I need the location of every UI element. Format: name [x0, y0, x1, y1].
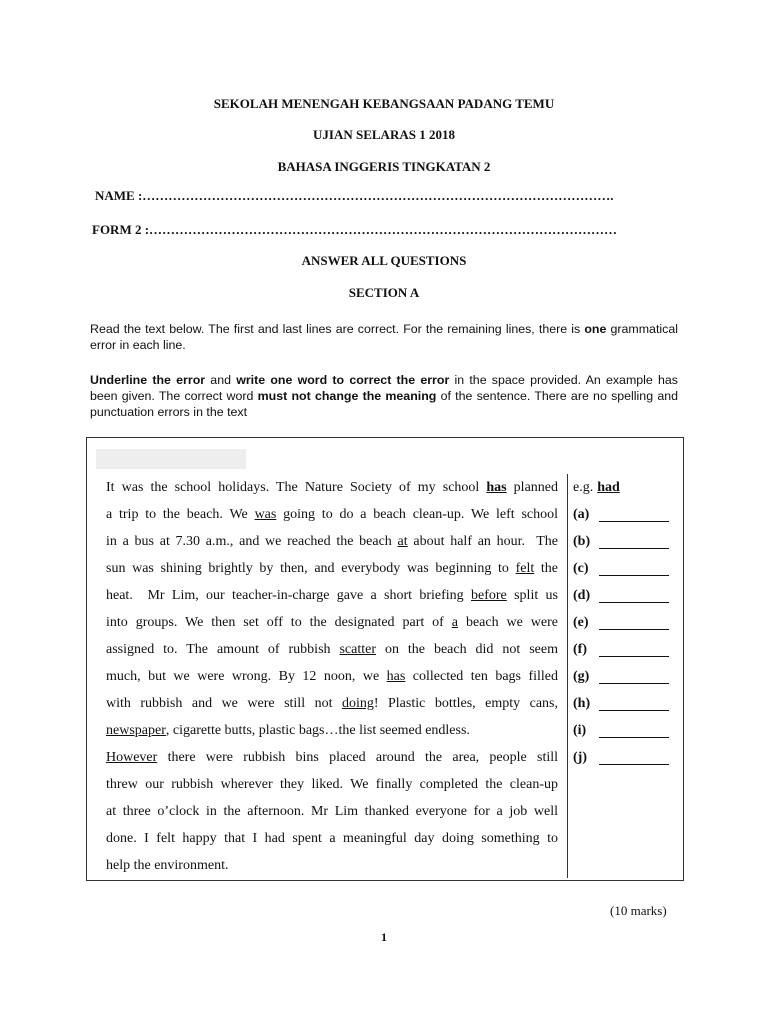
answer-label: (d)	[573, 588, 591, 603]
passage-text-segment: going to do a beach clean-up. We left school	[276, 507, 559, 522]
answer-row	[573, 582, 678, 609]
answer-label: (a)	[573, 507, 590, 522]
answer-label: (b)	[573, 534, 591, 549]
marks-total: (10 marks)	[610, 903, 667, 918]
answer-label: (j)	[573, 750, 587, 765]
answer-blank[interactable]	[599, 561, 669, 576]
answer-label: (h)	[573, 696, 591, 711]
answer-label: (g)	[573, 669, 590, 684]
passage-line	[106, 852, 558, 879]
error-word: has	[486, 480, 507, 495]
example-label: e.g.	[573, 480, 594, 495]
answer-row	[573, 663, 678, 690]
passage-text-segment: ! Plastic bottles, empty cans,	[373, 696, 558, 711]
passage-text-segment: on the beach did not seem	[376, 642, 558, 657]
answer-blank[interactable]	[599, 723, 669, 738]
passage-text-segment: in a bus at 7.30 a.m., and we reached the beach	[106, 534, 398, 549]
school-name: SEKOLAH MENENGAH KEBANGSAAN PADANG TEMU	[213, 96, 555, 111]
answer-row	[573, 555, 678, 582]
answer-blank[interactable]	[599, 696, 669, 711]
answer-label: (e)	[573, 615, 589, 630]
error-word: scatter	[339, 642, 376, 657]
answer-blank[interactable]	[599, 507, 669, 522]
passage-text-segment: split us	[506, 588, 558, 603]
answer-blank[interactable]	[599, 642, 669, 657]
answer-all-heading: ANSWER ALL QUESTIONS	[301, 253, 467, 268]
error-word: felt	[515, 561, 535, 576]
passage-line	[106, 555, 558, 582]
name-field[interactable]: NAME :……………………………………………………………………………………………….	[95, 188, 614, 203]
instruction-paragraph-1: Read the text below. The first and last lines are correct. For the remaining lines, there is one grammatical error in each line.	[90, 322, 678, 352]
passage-text-segment: It was the school holidays. The Nature Society of my school	[106, 480, 487, 495]
form-field[interactable]: FORM 2 :………………………………………………………………………………………………	[92, 222, 618, 237]
error-word: However	[106, 750, 158, 765]
passage-line	[106, 825, 558, 852]
example-answer-row	[573, 474, 678, 501]
error-word: doing	[341, 696, 374, 711]
answer-blank[interactable]	[599, 588, 669, 603]
passage-text-segment: a trip to the beach. We	[106, 507, 255, 522]
passage-text-segment: about half an hour. The	[407, 534, 558, 549]
passage-line	[106, 744, 558, 771]
passage-text-segment: much, but we were wrong. By 12 noon, we	[106, 669, 387, 684]
passage-text-segment: , cigarette butts, plastic bags…the list seemed endless.	[165, 723, 470, 738]
error-word: a	[451, 615, 459, 630]
answer-row	[573, 609, 678, 636]
error-word: at	[397, 534, 408, 549]
answer-column	[573, 474, 678, 771]
passage-line	[106, 609, 558, 636]
passage-text-segment: with rubbish and we were still not	[106, 696, 342, 711]
error-word: newspaper	[106, 723, 166, 738]
passage-text-segment: threw our rubbish wherever they liked. We finally completed the clean-up	[106, 777, 558, 792]
answer-row	[573, 690, 678, 717]
passage-text-segment: heat. Mr Lim, our teacher-in-charge gave a short briefing	[106, 588, 472, 603]
passage-line	[106, 528, 558, 555]
exam-title: UJIAN SELARAS 1 2018	[313, 127, 455, 142]
answer-row	[573, 744, 678, 771]
instruction-paragraph-2: Underline the error and write one word to correct the error in the space provided. An example has been given. The correct word must not change the meaning of the sentence. There are no spelling and punctuation errors in the text	[90, 373, 678, 419]
passage-text-segment: into groups. We then set off to the designated part of	[106, 615, 452, 630]
answer-label: (f)	[573, 642, 587, 657]
passage-text-segment: at three o’clock in the afternoon. Mr Lim thanked everyone for a job well	[106, 804, 558, 819]
passage-line	[106, 717, 558, 744]
subject-title: BAHASA INGGERIS TINGKATAN 2	[277, 159, 491, 174]
passage-line	[106, 501, 558, 528]
column-divider	[567, 474, 568, 878]
passage-text-segment: sun was shining brightly by then, and everybody was beginning to	[106, 561, 516, 576]
answer-row	[573, 501, 678, 528]
answer-blank[interactable]	[599, 750, 669, 765]
passage-text-segment: there were rubbish bins placed around the area, people still	[157, 750, 558, 765]
passage-line	[106, 798, 558, 825]
passage-line	[106, 690, 558, 717]
answer-blank[interactable]	[599, 534, 669, 549]
passage-text-segment: beach we were	[458, 615, 558, 630]
answer-label: (c)	[573, 561, 589, 576]
answer-label: (i)	[573, 723, 587, 738]
scan-shading	[96, 449, 246, 469]
error-word: before	[471, 588, 507, 603]
answer-row	[573, 528, 678, 555]
page-number: 1	[381, 930, 387, 944]
passage-text-segment: help the environment.	[106, 858, 229, 873]
passage-line	[106, 582, 558, 609]
passage-text-segment: collected ten bags filled	[405, 669, 559, 684]
error-word: has	[386, 669, 406, 684]
error-word: was	[254, 507, 277, 522]
passage-line	[106, 771, 558, 798]
answer-blank[interactable]	[599, 615, 669, 630]
passage-text-segment: planned	[506, 480, 558, 495]
passage-line	[106, 474, 558, 501]
passage-text	[106, 474, 558, 879]
answer-row	[573, 636, 678, 663]
example-answer: had	[597, 480, 620, 495]
passage-line	[106, 663, 558, 690]
passage-line	[106, 636, 558, 663]
passage-text-segment: done. I felt happy that I had spent a meaningful day doing something to	[106, 831, 558, 846]
passage-text-segment: assigned to. The amount of rubbish	[106, 642, 340, 657]
answer-blank[interactable]	[599, 669, 669, 684]
section-heading: SECTION A	[348, 285, 420, 300]
passage-text-segment: the	[534, 561, 558, 576]
answer-row	[573, 717, 678, 744]
